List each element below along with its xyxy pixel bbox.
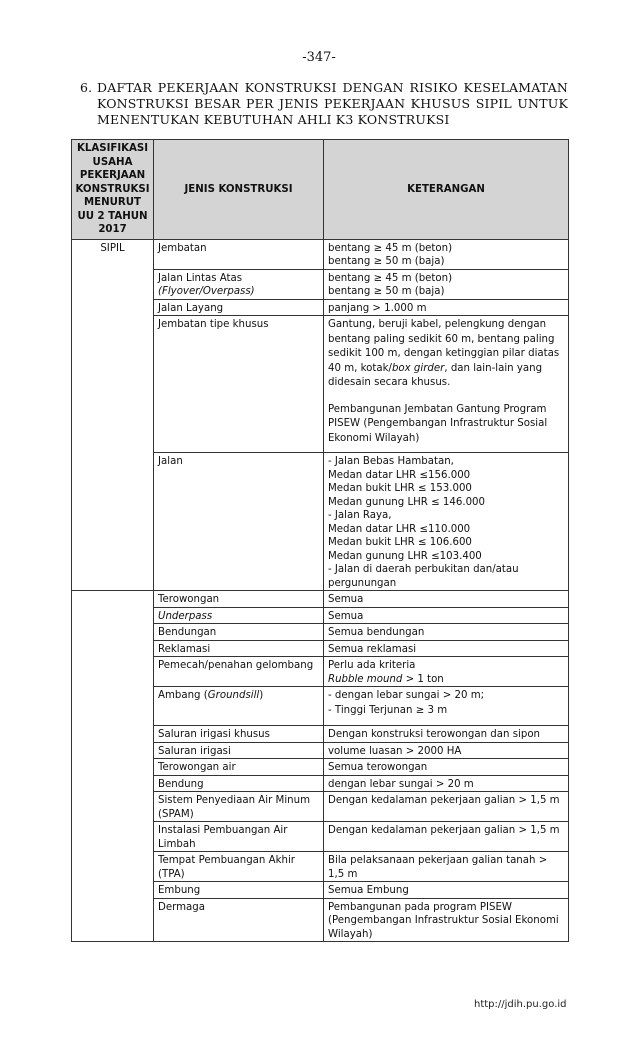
section-heading	[80, 80, 568, 128]
klasifikasi-continued-cell	[72, 591, 154, 942]
keterangan-cell: dengan lebar sungai > 20 m	[324, 775, 569, 792]
table-row	[72, 239, 569, 269]
jenis-cell: Jembatan tipe khusus	[154, 316, 324, 453]
jenis-text: Ambang (	[158, 690, 208, 701]
jenis-cell: Bendungan	[154, 624, 324, 641]
jenis-cell: Tempat Pembuangan Akhir (TPA)	[154, 852, 324, 882]
section-number: 6.	[80, 80, 93, 95]
construction-risk-table	[71, 139, 569, 942]
keterangan-text: , dan lain-lain yang didesain secara khusus.	[328, 362, 543, 388]
jenis-text-italic: Groundsill	[207, 690, 260, 701]
jenis-line: (Flyover/Overpass)	[158, 286, 255, 297]
klasifikasi-cell: SIPIL	[72, 239, 154, 591]
keterangan-cell: Semua terowongan	[324, 759, 569, 776]
keterangan-cell: Dengan konstruksi terowongan dan sipon	[324, 726, 569, 743]
keterangan-text-italic: box girder	[391, 362, 445, 374]
keterangan-cell: Dengan kedalaman pekerjaan galian > 1,5 m	[324, 792, 569, 822]
jenis-cell: Sistem Penyediaan Air Minum (SPAM)	[154, 792, 324, 822]
keterangan-line: Medan datar LHR ≤110.000	[328, 523, 471, 535]
keterangan-cell	[324, 657, 569, 687]
keterangan-line: - Jalan Raya,	[328, 510, 392, 521]
keterangan-line	[328, 673, 564, 687]
keterangan-cell	[324, 687, 569, 726]
keterangan-line: bentang ≥ 50 m (baja)	[328, 256, 445, 267]
jenis-cell: Saluran irigasi khusus	[154, 726, 324, 743]
keterangan-paragraph: Pembangunan Jembatan Gantung Program PISEW (Pengembangan Infrastruktur Sosial Ekonomi Wilayah)	[328, 403, 548, 444]
footer-url: http://jdih.pu.go.id	[474, 999, 567, 1010]
keterangan-line: Perlu ada kriteria	[328, 660, 416, 671]
jenis-cell: Terowongan	[154, 591, 324, 608]
jenis-cell: Underpass	[154, 607, 324, 624]
keterangan-cell: volume luasan > 2000 HA	[324, 742, 569, 759]
jenis-cell: Dermaga	[154, 898, 324, 942]
jenis-cell: Jalan Layang	[154, 299, 324, 316]
jenis-text: )	[259, 690, 264, 701]
jenis-cell: Terowongan air	[154, 759, 324, 776]
keterangan-cell	[324, 269, 569, 299]
keterangan-line: - Jalan di daerah perbukitan dan/atau pergunungan	[328, 564, 519, 589]
table-header-row	[72, 140, 569, 240]
jenis-cell: Reklamasi	[154, 640, 324, 657]
keterangan-cell	[324, 316, 569, 453]
keterangan-line: Medan datar LHR ≤156.000	[328, 469, 471, 481]
jenis-cell: Jembatan	[154, 239, 324, 269]
keterangan-cell	[324, 453, 569, 591]
keterangan-cell: panjang > 1.000 m	[324, 299, 569, 316]
jenis-cell	[154, 687, 324, 726]
keterangan-line: bentang ≥ 50 m (baja)	[328, 286, 445, 297]
header-klasifikasi: KLASIFIKASI USAHA PEKERJAAN KONSTRUKSI MENURUT UU 2 TAHUN 2017	[72, 140, 154, 240]
keterangan-text: > 1 ton	[402, 673, 444, 685]
keterangan-line: - Tinggi Terjunan ≥ 3 m	[328, 704, 448, 716]
keterangan-cell: Dengan kedalaman pekerjaan galian > 1,5 m	[324, 822, 569, 852]
jenis-cell: Bendung	[154, 775, 324, 792]
section-title: DAFTAR PEKERJAAN KONSTRUKSI DENGAN RISIKO KESELAMATAN KONSTRUKSI BESAR PER JENIS PEKERJAAN KHUSUS SIPIL UNTUK MENENTUKAN KEBUTUHAN AHLI K3 KONSTRUKSI	[97, 80, 568, 127]
page-number: -347-	[302, 50, 336, 65]
keterangan-cell: Pembangunan pada program PISEW (Pengembangan Infrastruktur Sosial Ekonomi Wilayah)	[324, 898, 569, 942]
jenis-cell: Embung	[154, 882, 324, 899]
keterangan-cell: Semua reklamasi	[324, 640, 569, 657]
keterangan-cell	[324, 239, 569, 269]
keterangan-cell: Bila pelaksanaan pekerjaan galian tanah > 1,5 m	[324, 852, 569, 882]
keterangan-text-italic: Rubble mound	[328, 673, 403, 685]
keterangan-line: Medan gunung LHR ≤ 146.000	[328, 496, 486, 508]
header-keterangan: KETERANGAN	[324, 140, 569, 240]
jenis-cell: Saluran irigasi	[154, 742, 324, 759]
jenis-cell: Pemecah/penahan gelombang	[154, 657, 324, 687]
keterangan-cell: Semua	[324, 607, 569, 624]
keterangan-cell: Semua	[324, 591, 569, 608]
keterangan-line: bentang ≥ 45 m (beton)	[328, 272, 453, 284]
keterangan-line: - Jalan Bebas Hambatan,	[328, 456, 454, 467]
keterangan-line: Medan gunung LHR ≤103.400	[328, 550, 482, 562]
keterangan-line: - dengan lebar sungai > 20 m;	[328, 690, 485, 701]
header-jenis-konstruksi: JENIS KONSTRUKSI	[154, 140, 324, 240]
jenis-line: Jalan Lintas Atas	[158, 272, 243, 284]
jenis-cell: Instalasi Pembuangan Air Limbah	[154, 822, 324, 852]
keterangan-paragraph	[328, 318, 564, 391]
keterangan-line: bentang ≥ 45 m (beton)	[328, 242, 453, 254]
keterangan-cell: Semua Embung	[324, 882, 569, 899]
jenis-cell	[154, 269, 324, 299]
jenis-cell: Jalan	[154, 453, 324, 591]
keterangan-line: Medan bukit LHR ≤ 153.000	[328, 483, 472, 494]
keterangan-cell: Semua bendungan	[324, 624, 569, 641]
keterangan-text: Gantung, beruji kabel, pelengkung dengan bentang paling sedikit 60 m, bentang paling sedikit 100 m, dengan ketinggian pilar diatas 40 m, kotak/	[328, 319, 560, 374]
keterangan-line: Medan bukit LHR ≤ 106.600	[328, 537, 472, 548]
table-row	[72, 591, 569, 608]
